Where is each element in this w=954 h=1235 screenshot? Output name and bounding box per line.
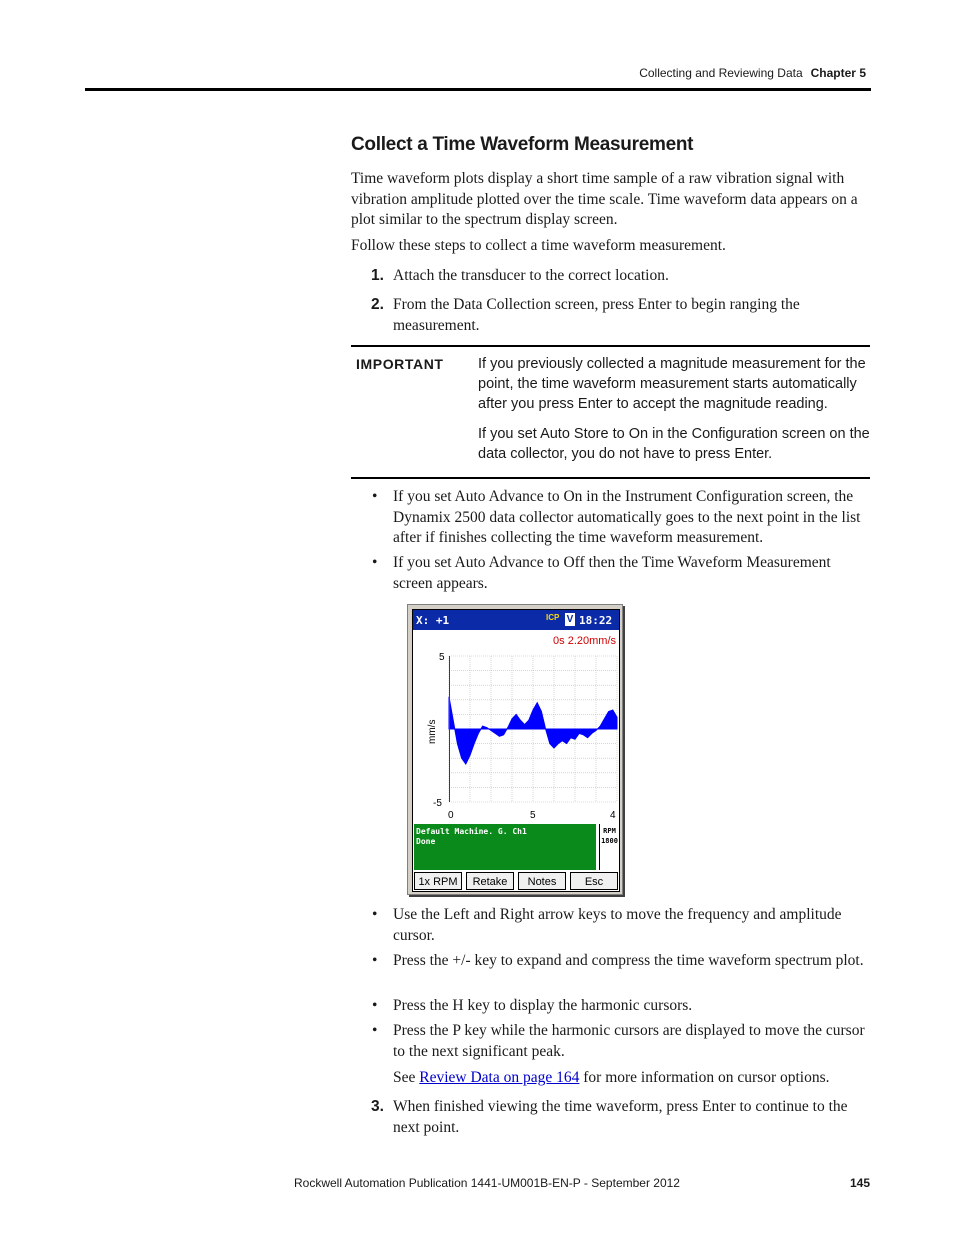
step-text: From the Data Collection screen, press Enter to begin ranging the measurement.: [393, 296, 800, 334]
important-top-rule: [351, 345, 870, 347]
step-number: 2.: [371, 296, 384, 313]
bullet-text: Use the Left and Right arrow keys to move the frequency and amplitude cursor.: [393, 906, 842, 944]
bullet-dot: •: [372, 554, 378, 571]
bullet-text: Press the H key to display the harmonic cursors.: [393, 997, 693, 1014]
bullet-dot: •: [372, 997, 378, 1014]
softkey-bar: [414, 872, 618, 890]
step-number: 3.: [371, 1098, 384, 1115]
softkey-retake[interactable]: Retake: [466, 872, 514, 890]
header-rule: [85, 88, 871, 91]
important-paragraph-2: If you set Auto Store to On in the Configuration screen on the data collector, you do not have to press Enter.: [478, 426, 870, 462]
softkey-esc[interactable]: Esc: [570, 872, 618, 890]
see-reference: [393, 1068, 871, 1089]
device-screen: [412, 609, 620, 892]
header-section: Collecting and Reviewing Data: [639, 66, 803, 80]
icp-indicator: ICP: [546, 613, 560, 622]
step-text: Attach the transducer to the correct location.: [393, 267, 669, 284]
footer-publication: Rockwell Automation Publication 1441-UM001B-EN-P - September 2012: [294, 1176, 680, 1190]
bullet-text: If you set Auto Advance to On in the Instrument Configuration screen, the Dynamix 2500 data collector automatically goes to the next point in the list after if finishes collecting the time waveform measurement.: [393, 488, 861, 546]
device-screenshot: [407, 604, 623, 895]
page-number: 145: [849, 1176, 870, 1190]
x-tick-label: 4: [610, 810, 616, 821]
important-label: IMPORTANT: [356, 356, 444, 372]
important-paragraph: If you previously collected a magnitude measurement for the point, the time waveform measurement starts automatically after you press Enter to accept the magnitude reading.: [478, 356, 866, 412]
step-number: 1.: [371, 267, 384, 284]
review-data-link[interactable]: Review Data on page 164: [419, 1069, 580, 1086]
rpm-panel: [599, 824, 619, 870]
bullet-dot: •: [372, 906, 378, 923]
rpm-value: 1800: [601, 837, 618, 845]
important-bottom-rule: [351, 477, 870, 479]
see-suffix: for more information on cursor options.: [579, 1069, 830, 1086]
y-tick-label: 5: [439, 652, 445, 663]
see-prefix: See: [393, 1069, 420, 1086]
running-header: [639, 66, 866, 80]
device-title-bar: [413, 610, 619, 630]
clock: 18:22: [579, 614, 613, 627]
intro-paragraph-2: Follow these steps to collect a time waveform measurement.: [351, 237, 726, 254]
cursor-amplitude-readout: 0s 2.20mm/s: [553, 635, 616, 647]
bullet-dot: •: [372, 488, 378, 505]
bullet-text: Press the P key while the harmonic cursors are displayed to move the cursor to the next significant peak.: [393, 1022, 865, 1060]
status-line: Default Machine. G. Ch1: [416, 827, 527, 836]
section-title: Collect a Time Waveform Measurement: [351, 134, 694, 155]
waveform-plot: [413, 646, 619, 822]
bullet-dot: •: [372, 952, 378, 969]
y-tick-label: -5: [433, 798, 442, 809]
rpm-label: RPM: [603, 827, 616, 835]
cursor-x-readout: X: +1: [416, 614, 450, 627]
y-axis-label: mm/s: [427, 719, 438, 744]
softkey-notes[interactable]: Notes: [518, 872, 566, 890]
intro-paragraph: Time waveform plots display a short time sample of a raw vibration signal with vibration amplitude plotted over the time scale. Time waveform data appears on a plot similar to the spectrum display screen.: [351, 170, 858, 228]
x-tick-label: 5: [530, 810, 536, 821]
bullet-text: If you set Auto Advance to Off then the Time Waveform Measurement screen appears.: [393, 554, 831, 592]
header-chapter: Chapter 5: [810, 66, 866, 80]
status-line: Done: [416, 837, 436, 846]
status-panel: [414, 824, 596, 870]
step-text: When finished viewing the time waveform, press Enter to continue to the next point.: [393, 1098, 848, 1136]
v-badge: V: [566, 614, 574, 625]
bullet-text: Press the +/- key to expand and compress the time waveform spectrum plot.: [393, 952, 864, 969]
bullet-dot: •: [372, 1022, 378, 1039]
x-tick-label: 0: [448, 810, 454, 821]
softkey-1x-rpm[interactable]: 1x RPM: [414, 872, 462, 890]
